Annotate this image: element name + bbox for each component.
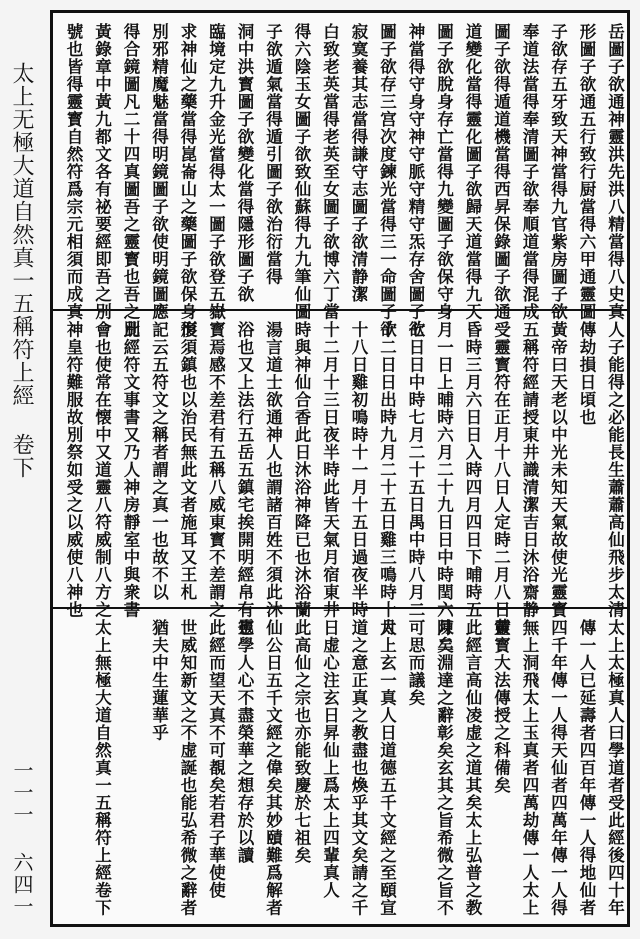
text-column: 時與神仙合香此日沐浴神降已也沐浴蘭 bbox=[292, 321, 311, 619]
text-column: 黃帝曰天老以中光未知天氣故使光靈寳 bbox=[548, 321, 568, 619]
text-column: 號也皆得靈寳自然符爲宗元相須而成真 bbox=[64, 23, 83, 321]
text-column: 太上無極大道自然真一五稱符上經卷下 bbox=[92, 619, 112, 917]
text-column: 此經言高仙凌虚之道其矣太上弘普之教 bbox=[463, 619, 482, 917]
text-column: 白致老英當得老英至女圖子欲博六丁當 bbox=[320, 23, 340, 321]
text-column: 受靈寳符在正月十八日人定時二月八日黃 bbox=[491, 321, 511, 636]
text-column: 臨境定九升金光當得太一圖子欲登五嶽 bbox=[206, 23, 226, 321]
text-column: 猶夫中生蓮華乎 bbox=[149, 619, 169, 742]
text-column: 靈寳大法傳授之科備矣 bbox=[491, 619, 511, 794]
text-column: 五稱符經請授東井識清潔吉日沐浴齋静 bbox=[520, 321, 539, 619]
text-column: 復須鎮也以治民無此文者施耳又王札 bbox=[178, 321, 197, 601]
text-panel-middle bbox=[53, 311, 627, 654]
text-column: 形圖子欲通五行致行厨當得六甲通靈圖 bbox=[577, 23, 596, 321]
text-column: 湯言道士欲通神人也謂諸百姓不須此沐 bbox=[263, 321, 283, 619]
text-column: 也學人心不盡榮華之想存於以讀 bbox=[235, 619, 254, 864]
text-column: 十二日日出時九月二十五日雞三鳴時十月 bbox=[377, 321, 397, 636]
text-column: 此經而望天真不可覩矣若君子華使使 bbox=[206, 619, 226, 899]
text-column: 此經符文事書又乃人神房靜室中與衆書 bbox=[121, 321, 140, 619]
text-column: 記云五符文之稱者謂之真一也故不以 bbox=[149, 321, 169, 601]
text-column bbox=[51, 619, 81, 920]
text-column: 太上玄一真人日道德五千文經之至頤宣 bbox=[377, 619, 397, 917]
text-column bbox=[108, 619, 138, 920]
text-column: 十八日雞初鳴時十一月十五日過夜半時 bbox=[349, 321, 368, 619]
text-column: 岳圖子欲通神靈洪先洪八精當得八史真 bbox=[605, 23, 625, 321]
text-column: 日虚心注玄日昇仙上爲太上四輩真人 bbox=[320, 619, 340, 899]
text-column: 可思而議矣 bbox=[406, 619, 425, 707]
text-column: 人子能得之必能長生蕭蕭高仙飛步太清 bbox=[605, 321, 625, 619]
text-column: 得六陰玉女圖子欲致仙蘇得九九筆仙圖 bbox=[292, 23, 311, 321]
text-column: 四千年傳一人得天仙者四萬年傳一人得 bbox=[548, 619, 568, 917]
text-column: 昏時三月六日日入時四月四日下晡時五 bbox=[463, 321, 482, 619]
text-column: 十二月十三日夜半時此皆天氣月宿東井 bbox=[320, 321, 340, 619]
text-column: 道變化當得靈化圖子欲歸天道當得九天 bbox=[463, 23, 482, 321]
text-column: 黃錄章中黃九都文各有祕要經即吾之別 bbox=[92, 23, 112, 321]
text-column: 傳劫損日頃也 bbox=[577, 321, 596, 426]
text-column: 神當得守身守神守脈守精守炁存舍圖子欲 bbox=[406, 23, 425, 338]
text-column: 圖子欲脫身存亡當得九變圖子欲保守身 bbox=[434, 23, 454, 321]
text-column: 七日日中時七月二十五日禺中時八月二 bbox=[406, 321, 425, 619]
text-column: 神皇符難服故別祭如受之以威使八神也 bbox=[64, 321, 83, 619]
margin-page-number: 一一一 六四一 bbox=[10, 760, 34, 918]
text-column: 寳焉感不差君有五稱八威東寳不差謂之 bbox=[206, 321, 226, 619]
text-column: 求神仙之藥當得崑崙山之藥圖子欲保身形 bbox=[178, 23, 197, 338]
text-column: 陳矣淵達之辭彰矣玄其之旨希微之旨不 bbox=[434, 619, 454, 917]
text-frame bbox=[50, 10, 630, 927]
text-column: 洞中洪寳圖子欲變化當得隱形圖子欲 bbox=[235, 23, 254, 303]
text-column: 子欲遁氣當得遁引圖子欲治衍當得 bbox=[263, 23, 283, 286]
text-column: 無上洞飛太上玉真者四萬劫傳一人太上 bbox=[520, 619, 539, 917]
text-panel-top bbox=[53, 13, 627, 338]
text-column: 道之意正真之教盡也煥乎其文矣請之千 bbox=[349, 619, 368, 917]
text-column: 別邪精魔魅當得明鏡圖子欲使明鏡圖應 bbox=[149, 23, 169, 321]
text-column: 仙公日五千文經之偉矣其妙賾難爲解者 bbox=[263, 619, 283, 917]
text-column: 得合鏡圖凡二十四真圖吾之靈寳也吾之別 bbox=[121, 23, 140, 338]
text-column: 太上太極真人曰學道者受此經後四十年 bbox=[605, 619, 625, 917]
margin-book-title: 太上无極大道自然真一五稱符上經 卷下 bbox=[9, 62, 34, 479]
text-column: 會也使常在懐中又道靈八符威制八方之 bbox=[92, 321, 112, 619]
text-column: 此高仙之宗也亦能致慶於七祖矣 bbox=[292, 619, 311, 864]
text-column: 傳一人已延壽者四百年傳一人得地仙者 bbox=[577, 619, 596, 917]
text-column: 圖子欲得遁道機當得西昇保錄圖子欲通 bbox=[491, 23, 511, 321]
text-column: 月一日上晡時六月二十九日日中時閏六月二 bbox=[434, 321, 454, 654]
text-column: 浴也又上法行五岳五鎮宅挨開明經帛有靈 bbox=[235, 321, 254, 636]
text-column: 奉道法當得奉清圖子欲奉順道當得混成 bbox=[520, 23, 539, 321]
text-column: 寂寞養其志當得謙守志圖子欲清静潔 bbox=[349, 23, 368, 303]
text-column: 圖子欲存三宫次度鍊光當得三一命圖子欲 bbox=[377, 23, 397, 338]
text-column: 世威知新文之不虚誕也能弘希微之辭者 bbox=[178, 619, 197, 917]
text-column: 子欲存五牙致天神當得九官紫房圖子欲 bbox=[548, 23, 568, 321]
text-panel-bottom bbox=[53, 609, 627, 924]
